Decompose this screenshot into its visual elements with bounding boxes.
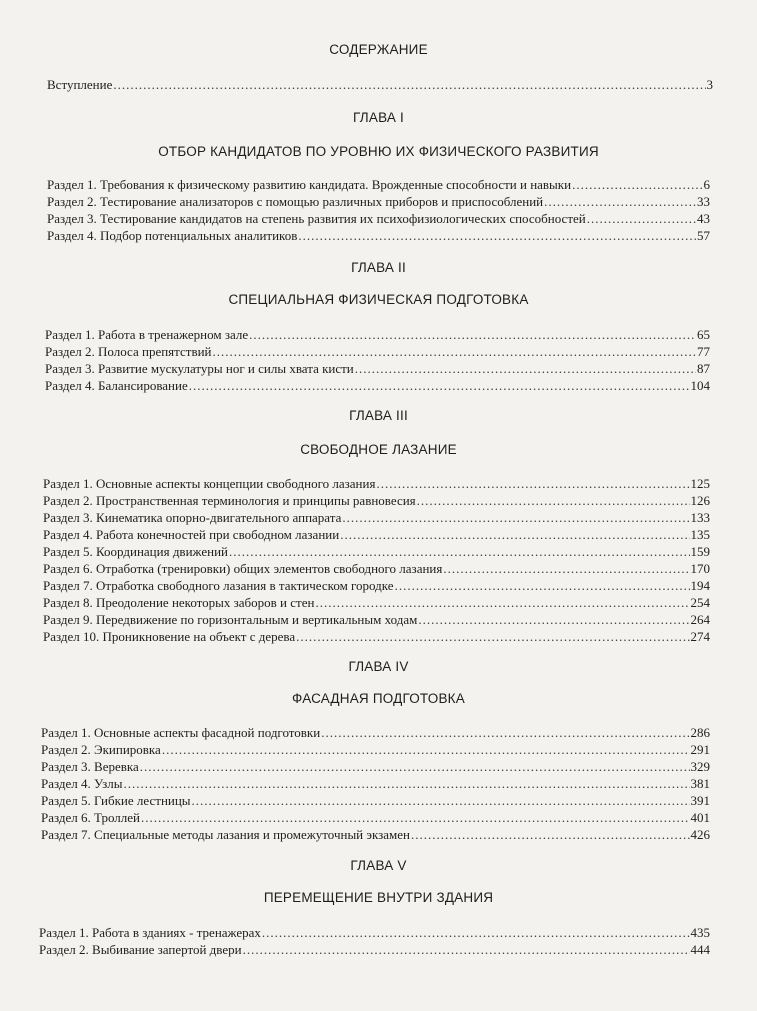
toc-leader [544,194,696,210]
toc-leader [141,810,690,826]
toc-entry-label: Раздел 1. Требования к физическому развитию кандидата. Врожденные способности и навыки [47,177,572,192]
toc-entry-label: Раздел 4. Работа конечностей при свободном лазании [43,527,340,542]
toc-entry-page: 264 [690,612,710,627]
toc-leader [189,378,690,394]
toc-leader [298,228,696,244]
toc-entry-label: Вступление [47,77,113,92]
toc-entry[interactable] [45,361,710,377]
toc-entry-page: 87 [697,361,710,376]
toc-leader [192,793,690,809]
toc-entry-label: Раздел 3. Веревка [41,759,139,774]
toc-leader [587,211,696,227]
toc-entry[interactable] [45,327,710,343]
toc-leader [321,725,689,741]
toc-entry[interactable] [47,194,710,210]
toc-entry[interactable] [41,742,710,758]
toc-entry-page: 125 [690,476,710,491]
toc-leader [249,327,696,343]
toc-entry[interactable] [47,177,710,193]
chapter-title: СПЕЦИАЛЬНАЯ ФИЗИЧЕСКАЯ ПОДГОТОВКА [228,292,529,307]
toc-entry-label: Раздел 2. Пространственная терминология и принципы равновесия [43,493,416,508]
toc-entry-label: Раздел 1. Основные аспекты фасадной подготовки [41,725,321,740]
toc-entry[interactable] [41,776,710,792]
toc-entry[interactable] [43,595,710,611]
toc-entry-label: Раздел 9. Передвижение по горизонтальным и вертикальным ходам [43,612,418,627]
toc-entry[interactable] [43,578,710,594]
toc-entry[interactable] [43,629,710,645]
toc-entry-label: Раздел 5. Координация движений [43,544,228,559]
toc-entry[interactable] [41,725,710,741]
toc-entry-page: 426 [690,827,710,842]
toc-entry-page: 65 [697,327,710,342]
toc-entry-label: Раздел 6. Отработка (тренировки) общих элементов свободного лазания [43,561,443,576]
toc-leader [262,925,690,941]
toc-entry[interactable] [43,561,710,577]
toc-leader [395,578,690,594]
toc-entry-page: 77 [697,344,710,359]
toc-entry-page: 254 [690,595,710,610]
toc-entry[interactable] [43,544,710,560]
toc-leader [162,742,690,758]
toc-entry-label: Раздел 1. Работа в зданиях - тренажерах [39,925,261,940]
toc-entry-page: 274 [690,629,710,644]
toc-entry[interactable] [43,476,710,492]
toc-leader [411,827,690,843]
toc-entry-label: Раздел 2. Выбивание запертой двери [39,942,242,957]
toc-entry-page: 33 [697,194,710,209]
toc-leader [340,527,689,543]
toc-entry-label: Раздел 3. Кинематика опорно-двигательного аппарата [43,510,342,525]
chapter-label: ГЛАВА IV [348,659,409,674]
toc-leader [443,561,689,577]
chapter-title: ФАСАДНАЯ ПОДГОТОВКА [292,691,465,706]
toc-entry[interactable] [45,344,710,360]
toc-leader [113,77,705,93]
chapter-label: ГЛАВА V [350,858,407,873]
toc-entry-intro[interactable] [47,77,713,93]
toc-entry[interactable] [41,810,710,826]
toc-entry-page: 291 [690,742,710,757]
toc-entry[interactable] [45,378,710,394]
toc-entry-label: Раздел 2. Экипировка [41,742,161,757]
toc-entry-label: Раздел 6. Троллей [41,810,140,825]
toc-entry[interactable] [39,942,710,958]
toc-entry-page: 381 [690,776,710,791]
toc-entry[interactable] [43,527,710,543]
toc-entry-page: 133 [690,510,710,525]
toc-entry-label: Раздел 3. Развитие мускулатуры ног и силы хвата кисти [45,361,354,376]
toc-leader [376,476,689,492]
chapter-title: ОТБОР КАНДИДАТОВ ПО УРОВНЮ ИХ ФИЗИЧЕСКОГО РАЗВИТИЯ [158,144,599,159]
toc-entry-page: 435 [690,925,710,940]
toc-entry-label: Раздел 7. Специальные методы лазания и промежуточный экзамен [41,827,410,842]
toc-leader [213,344,696,360]
toc-entry-page: 444 [690,942,710,957]
toc-entry-page: 391 [690,793,710,808]
chapter-title: СВОБОДНОЕ ЛАЗАНИЕ [300,442,457,457]
toc-leader [418,612,689,628]
toc-entry-page: 286 [690,725,710,740]
toc-leader [572,177,702,193]
toc-entry-label: Раздел 2. Тестирование анализаторов с помощью различных приборов и приспособлений [47,194,544,209]
toc-entry-page: 159 [690,544,710,559]
toc-entry-label: Раздел 7. Отработка свободного лазания в тактическом городке [43,578,394,593]
toc-leader [296,629,689,645]
toc-leader [417,493,690,509]
toc-entry-page: 329 [690,759,710,774]
toc-entry-page: 194 [690,578,710,593]
toc-leader [355,361,696,377]
toc-entry[interactable] [47,228,710,244]
toc-entry-page: 135 [690,527,710,542]
toc-leader [315,595,689,611]
toc-entry[interactable] [41,827,710,843]
toc-entry[interactable] [41,793,710,809]
toc-entry-label: Раздел 4. Подбор потенциальных аналитиков [47,228,298,243]
chapter-title: ПЕРЕМЕЩЕНИЕ ВНУТРИ ЗДАНИЯ [263,890,494,905]
toc-entry-label: Раздел 1. Работа в тренажерном зале [45,327,249,342]
toc-entry[interactable] [43,510,710,526]
chapter-label: ГЛАВА II [351,260,406,275]
toc-leader [229,544,690,560]
toc-entry-label: Раздел 4. Балансирование [45,378,188,393]
toc-entry-label: Раздел 10. Проникновение на объект с дерева [43,629,296,644]
toc-leader [140,759,690,775]
toc-entry[interactable] [41,759,710,775]
toc-entry-page: 43 [697,211,710,226]
toc-entry-label: Раздел 3. Тестирование кандидатов на степень развития их психофизиологических способностей [47,211,586,226]
toc-entry-label: Раздел 2. Полоса препятствий [45,344,212,359]
chapter-label: ГЛАВА I [353,110,404,125]
toc-leader [342,510,689,526]
toc-leader [243,942,690,958]
toc-entry[interactable] [39,925,710,941]
toc-entry-page: 170 [690,561,710,576]
toc-entry-label: Раздел 4. Узлы [41,776,123,791]
toc-entry[interactable] [47,211,710,227]
toc-entry-label: Раздел 8. Преодоление некоторых заборов и стен [43,595,315,610]
toc-entry-page: 57 [697,228,710,243]
chapter-label: ГЛАВА III [349,408,408,423]
toc-entry-page: 126 [690,493,710,508]
toc-entry[interactable] [43,493,710,509]
toc-entry-page: 104 [690,378,710,393]
toc-entry-page: 401 [690,810,710,825]
toc-entry-label: Раздел 5. Гибкие лестницы [41,793,191,808]
toc-entry-label: Раздел 1. Основные аспекты концепции свободного лазания [43,476,376,491]
page-title: СОДЕРЖАНИЕ [329,42,428,57]
toc-entry[interactable] [43,612,710,628]
toc-entry-page: 6 [703,177,710,192]
toc-entry-page: 3 [706,77,713,92]
toc-leader [123,776,689,792]
